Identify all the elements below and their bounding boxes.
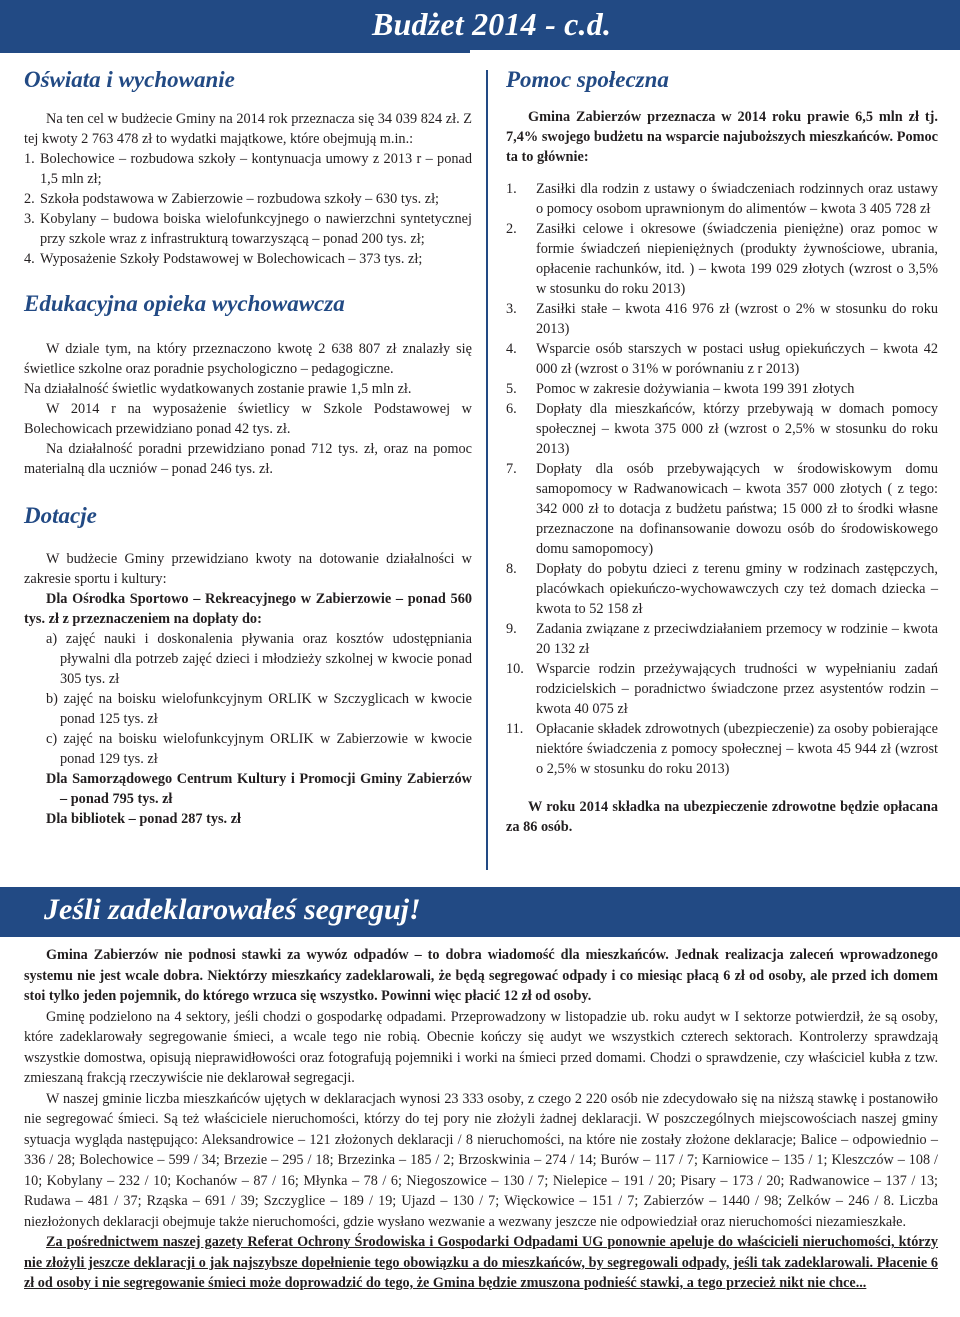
dotacje-centrum: Dla Samorządowego Centrum Kultury i Promocji Gminy Zabierzów – ponad 795 tys. zł xyxy=(46,771,472,807)
section-title-edukacyjna: Edukacyjna opieka wychowawcza xyxy=(24,291,345,316)
list-number: 1. xyxy=(24,151,35,167)
pomoc-list xyxy=(506,179,938,779)
list-number: 4. xyxy=(24,251,35,267)
list-number: 1. xyxy=(506,181,517,197)
segregation-p3: W naszej gminie liczba mieszkańców ujętych w deklaracjach wynosi 23 333 osoby, z czego 2 220 osób nie zdecydowało się na niższą stawkę i postanowiło nie segregować śmieci. Są też właściciele nieruchomości, którzy do tej pory nie złożyli żadnej deklaracji. W poszczególnych miejscowościach naszej gminy sytuacja wygląda następująco: Aleksandrowice – 121 złożonych deklaracji / 8 nieruchomości, na które nie zostały złożone deklaracje; Balice – odpowiednio – 336 / 28; Bolechowice – 599 / 34; Brzezie – 295 / 18; Brzezinka – 185 / 2; Brzoskwinia – 274 / 14; Burów – 117 / 7; Karniowice – 135 / 1; Kleszczów – 108 / 10; Kobylany – 232 / 10; Kochanów – 87 / 16; Młynka – 78 / 6; Niegoszowice – 130 / 7; Nielepice – 191 / 20; Pisary – 173 / 20; Radwanowice – 137 / 13; Rudawa – 481 / 37; Rząska – 691 / 39; Szczyglice – 189 / 19; Ujazd – 130 / 7; Więckowice – 151 / 7; Zabierzów – 1440 / 98; Zelków – 246 / 8. Liczba niezłożonych deklaracji obejmuje także nieruchomości, gdzie wysłano wezwanie a wezwany jeszcze nie odpowiedział oraz nieruchomości niezamieszkałe. xyxy=(24,1090,938,1230)
list-text: Wyposażenie Szkoły Podstawowej w Bolechowicach – 373 tys. zł; xyxy=(40,251,423,267)
segregation-p2: Gminę podzielono na 4 sektory, jeśli chodzi o gospodarkę odpadami. Przeprowadzony w listopadzie ub. roku audyt w I sektorze potwierdził, że są osoby, które zadeklarowały segregowanie śmieci, a wcale tego nie robią. Obecnie kończy się audyt we wszystkich czterech sektorach. Kontrolerzy sprawdzają wszystkie domostwa, opisują nieprawidłowości oraz fotografują pojemniki i worki na śmieci przed domami. Chodzi o sprawdzenie, czy właściciel kubła z tzw. zmieszaną frakcją rzeczywiście nie deklarował segregacji. xyxy=(24,1008,938,1086)
list-item xyxy=(24,249,472,269)
list-number: 7. xyxy=(506,461,517,477)
segregation-band xyxy=(0,887,960,937)
list-number: 5. xyxy=(506,381,517,397)
list-text: Zasiłki dla rodzin z ustawy o świadczeniach rodzinnych oraz ustawy o pomocy osobom uprawnionym do alimentów – kwota 3 405 728 zł xyxy=(536,181,938,217)
list-number: 9. xyxy=(506,621,517,637)
list-text: Bolechowice – rozbudowa szkoły – kontynuacja umowy z 2013 r – ponad 1,5 mln zł; xyxy=(40,151,472,187)
oswiata-intro: Na ten cel w budżecie Gminy na 2014 rok przeznacza się 34 039 824 zł. Z tej kwoty 2 763 478 zł to wydatki majątkowe, które obejmują m.in.: xyxy=(24,111,472,147)
list-item xyxy=(506,459,938,559)
list-number: 11. xyxy=(506,721,524,737)
edukacyjna-p3: W 2014 r na wyposażenie świetlicy w Szkole Podstawowej w Bolechowicach przewidziano ponad 42 tys. zł. xyxy=(24,401,472,437)
section-title-dotacje: Dotacje xyxy=(24,503,97,528)
list-number: 2. xyxy=(24,191,35,207)
list-text: Dopłaty do pobytu dzieci z terenu gminy w rodzinach zastępczych, placówkach opiekuńczo-wychowawczych czy też domach dziecka – kwota to 52 158 zł xyxy=(536,561,938,617)
dotacje-item-a: a) zajęć nauki i doskonalenia pływania oraz kosztów udostępniania pływalni dla potrzeb zajęć dzieci i młodzieży szkolnej w kwocie ponad 305 tys. zł xyxy=(46,631,472,687)
section-title-oswiata: Oświata i wychowanie xyxy=(24,67,235,92)
right-column xyxy=(506,65,938,837)
list-text: Zasiłki stałe – kwota 416 976 zł (wzrost o 2% w stosunku do roku 2013) xyxy=(536,301,938,337)
list-item xyxy=(506,339,938,379)
list-number: 8. xyxy=(506,561,517,577)
dotacje-item-b: b) zajęć na boisku wielofunkcyjnym ORLIK w Szczyglicach w kwocie ponad 125 tys. zł xyxy=(46,691,472,727)
list-text: Szkoła podstawowa w Zabierzowie – rozbudowa szkoły – 630 tys. zł; xyxy=(40,191,440,207)
list-number: 2. xyxy=(506,221,517,237)
oswiata-list xyxy=(24,149,472,269)
column-divider xyxy=(486,70,488,870)
list-item xyxy=(506,659,938,719)
list-text: Zasiłki celowe i okresowe (świadczenia pieniężne) oraz pomoc w formie świadczeń niepieniężnych (produkty żywnościowe, ubrania, opłacenie rachunków, itd. ) – kwota 199 029 złotych (wzrost o 3,5% w stosunku do roku 2013) xyxy=(536,221,938,297)
list-item xyxy=(506,179,938,219)
list-text: Wsparcie rodzin przeżywających trudności w wypełnianiu zadań rodzicielskich – poradnictwo świadczone przez asystentów rodzin – kwota 40 075 zł xyxy=(536,661,938,717)
segregation-title: Jeśli zadeklarowałeś segreguj! xyxy=(44,893,421,926)
list-text: Zadania związane z przeciwdziałaniem przemocy w rodzinie – kwota 20 132 zł xyxy=(536,621,938,657)
list-item xyxy=(506,399,938,459)
list-text: Kobylany – budowa boiska wielofunkcyjnego o nawierzchni syntetycznej przy szkole wraz z infrastrukturą towarzyszącą – ponad 200 tys. zł; xyxy=(40,211,472,247)
segregation-article xyxy=(24,945,938,1294)
list-number: 6. xyxy=(506,401,517,417)
page-title: Budżet 2014 - c.d. xyxy=(372,6,612,42)
dotacje-biblioteki: Dla bibliotek – ponad 287 tys. zł xyxy=(46,811,242,827)
list-text: Wsparcie osób starszych w postaci usług opiekuńczych – kwota 42 000 zł (wzrost o 31% w porównaniu z r 2013) xyxy=(536,341,938,377)
list-item xyxy=(506,559,938,619)
pomoc-intro: Gmina Zabierzów przeznacza w 2014 roku prawie 6,5 mln zł tj. 7,4% swojego budżetu na wsparcie najuboższych mieszkańców. Pomoc ta to głównie: xyxy=(506,109,938,165)
list-text: Opłacanie składek zdrowotnych (ubezpieczenie) za osoby pobierające niektóre świadczenia z pomocy społecznej – kwota 45 944 zł (wzrost o 2,5% w stosunku do roku 2013) xyxy=(536,721,938,777)
header-band xyxy=(0,0,960,50)
list-item xyxy=(506,379,938,399)
dotacje-p1: W budżecie Gminy przewidziano kwoty na dotowanie działalności w zakresie sportu i kultury: xyxy=(24,551,472,587)
dotacje-item-c: c) zajęć na boisku wielofunkcyjnym ORLIK w Zabierzowie w kwocie ponad 129 tys. zł xyxy=(46,731,472,767)
list-item xyxy=(506,299,938,339)
left-column xyxy=(24,65,472,829)
segregation-p4: Za pośrednictwem naszej gazety Referat Ochrony Środowiska i Gospodarki Odpadami UG ponownie apeluje do właścicieli nieruchomości, którzy nie złożyli jeszcze deklaracji o jak najszybsze dopełnienie tego obowiązku a do mieszkańców, by segregowali odpady, jeśli tak zadeklarowali. Płacenie 6 zł od osoby i nie segregowanie śmieci może doprowadzić do tego, że Gmina będzie zmuszona podnieść stawki, a tego przecież nikt nie chce... xyxy=(24,1234,938,1291)
list-item xyxy=(24,209,472,249)
list-number: 3. xyxy=(24,211,35,227)
dotacje-osrodek: Dla Ośrodka Sportowo – Rekreacyjnego w Zabierzowie – ponad 560 tys. zł z przeznaczeniem na dopłaty do: xyxy=(24,591,472,627)
list-text: Dopłaty dla mieszkańców, którzy przebywają w domach pomocy społecznej – kwota 375 000 zł (wzrost o 2,5% w stosunku do roku 2013) xyxy=(536,401,938,457)
list-item xyxy=(506,619,938,659)
list-text: Pomoc w zakresie dożywiania – kwota 199 391 złotych xyxy=(536,381,855,397)
list-number: 10. xyxy=(506,661,524,677)
edukacyjna-p4: Na działalność poradni przewidziano ponad 712 tys. zł, oraz na pomoc materialną dla uczniów – ponad 246 tys. zł. xyxy=(24,441,472,477)
section-title-pomoc: Pomoc społeczna xyxy=(506,67,669,92)
list-item xyxy=(506,219,938,299)
list-text: Dopłaty dla osób przebywających w środowiskowym domu samopomocy w Radwanowicach – kwota 357 000 złotych ( z tego: 342 000 zł to dotacja z budżetu państwa; 15 000 zł to środki własne przeznaczone na dofinansowanie dowozu osób do środowiskowego domu samopomocy) xyxy=(536,461,938,557)
list-number: 4. xyxy=(506,341,517,357)
edukacyjna-p1: W dziale tym, na który przeznaczono kwotę 2 638 807 zł znalazły się świetlice szkolne oraz poradnie psychologiczno – pedagogiczne. xyxy=(24,341,472,377)
segregation-p1: Gmina Zabierzów nie podnosi stawki za wywóz odpadów – to dobra wiadomość dla mieszkańców. Jednak realizacja zaleceń wprowadzonego systemu nie jest wcale dobra. Niektórzy mieszkańcy zadeklarowali, że będą segregować odpady i co miesiąc płacą 6 zł od osoby, ale przed ich domem stoi tylko jeden pojemnik, do którego wrzuca się wszystko. Powinni więc płacić 12 zł od osoby. xyxy=(24,947,938,1004)
list-item xyxy=(506,719,938,779)
edukacyjna-p2: Na działalność świetlic wydatkowanych zostanie prawie 1,5 mln zł. xyxy=(24,381,412,397)
list-item xyxy=(24,189,472,209)
pomoc-closing: W roku 2014 składka na ubezpieczenie zdrowotne będzie opłacana za 86 osób. xyxy=(506,799,938,835)
list-item xyxy=(24,149,472,189)
list-number: 3. xyxy=(506,301,517,317)
